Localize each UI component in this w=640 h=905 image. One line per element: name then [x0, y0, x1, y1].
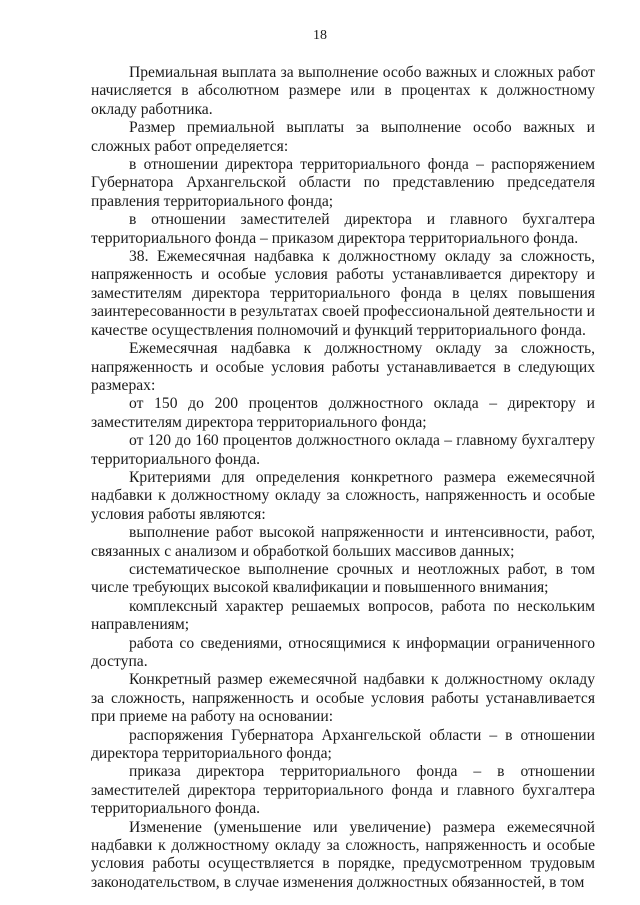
paragraph-criterion-urgent-work: систематическое выполнение срочных и неотложных работ, в том числе требующих высокой квалификации и повышенного внимания;	[91, 560, 595, 597]
paragraph-allowance-change: Изменение (уменьшение или увеличение) размера ежемесячной надбавки к должностному окладу за сложность, напряженность и особые условия работы осуществляется в порядке, предусмотренном трудовым законодательством, в случае изменения должностных обязанностей, в том	[91, 818, 595, 891]
paragraph-premium-size-determination: Размер премиальной выплаты за выполнение особо важных и сложных работ определяется:	[91, 119, 595, 155]
document-body	[91, 64, 595, 892]
paragraph-specific-size-basis: Конкретный размер ежемесячной надбавки к должностному окладу за сложность, напряженность и особые условия работы устанавливается при приеме на работу на основании:	[91, 671, 595, 726]
paragraph-basis-director-order: приказа директора территориального фонда – в отношении заместителей директора территориального фонда и главного бухгалтера территориального фонда.	[91, 763, 595, 818]
paragraph-premium-deputies: в отношении заместителей директора и главного бухгалтера территориального фонда – приказом директора территориального фонда.	[91, 211, 595, 247]
paragraph-premium-payment-basis: Премиальная выплата за выполнение особо важных и сложных работ начисляется в абсолютном размере или в процентах к должностному окладу работника.	[91, 64, 595, 118]
paragraph-allowance-director-range: от 150 до 200 процентов должностного оклада – директору и заместителям директора территориального фонда;	[91, 395, 595, 431]
paragraph-criterion-complex-tasks: комплексный характер решаемых вопросов, работа по нескольким направлениям;	[91, 597, 595, 634]
paragraph-allowance-accountant-range: от 120 до 160 процентов должностного оклада – главному бухгалтеру территориального фонда.	[91, 432, 595, 468]
page-number: 18	[313, 28, 327, 43]
paragraph-basis-governor-order: распоряжения Губернатора Архангельской области – в отношении директора территориального фонда;	[91, 726, 595, 763]
paragraph-allowance-sizes: Ежемесячная надбавка к должностному окладу за сложность, напряженность и особые условия работы устанавливается в следующих размерах:	[91, 340, 595, 394]
paragraph-criterion-high-intensity: выполнение работ высокой напряженности и интенсивности, работ, связанных с анализом и обработкой больших массивов данных;	[91, 524, 595, 560]
paragraph-criterion-restricted-info: работа со сведениями, относящимися к информации ограниченного доступа.	[91, 634, 595, 670]
paragraph-premium-director: в отношении директора территориального фонда – распоряжением Губернатора Архангельской области по представлению председателя правления территориального фонда;	[91, 156, 595, 210]
paragraph-item-38: 38. Ежемесячная надбавка к должностному окладу за сложность, напряженность и особые условия работы устанавливается директору и заместителям директора территориального фонда в целях повышения заинтересованности в результатах своей профессиональной деятельности и качестве осуществления полномочий и функций территориального фонда.	[91, 248, 595, 339]
paragraph-criteria-intro: Критериями для определения конкретного размера ежемесячной надбавки к должностному окладу за сложность, напряженность и особые условия работы являются:	[91, 468, 595, 523]
